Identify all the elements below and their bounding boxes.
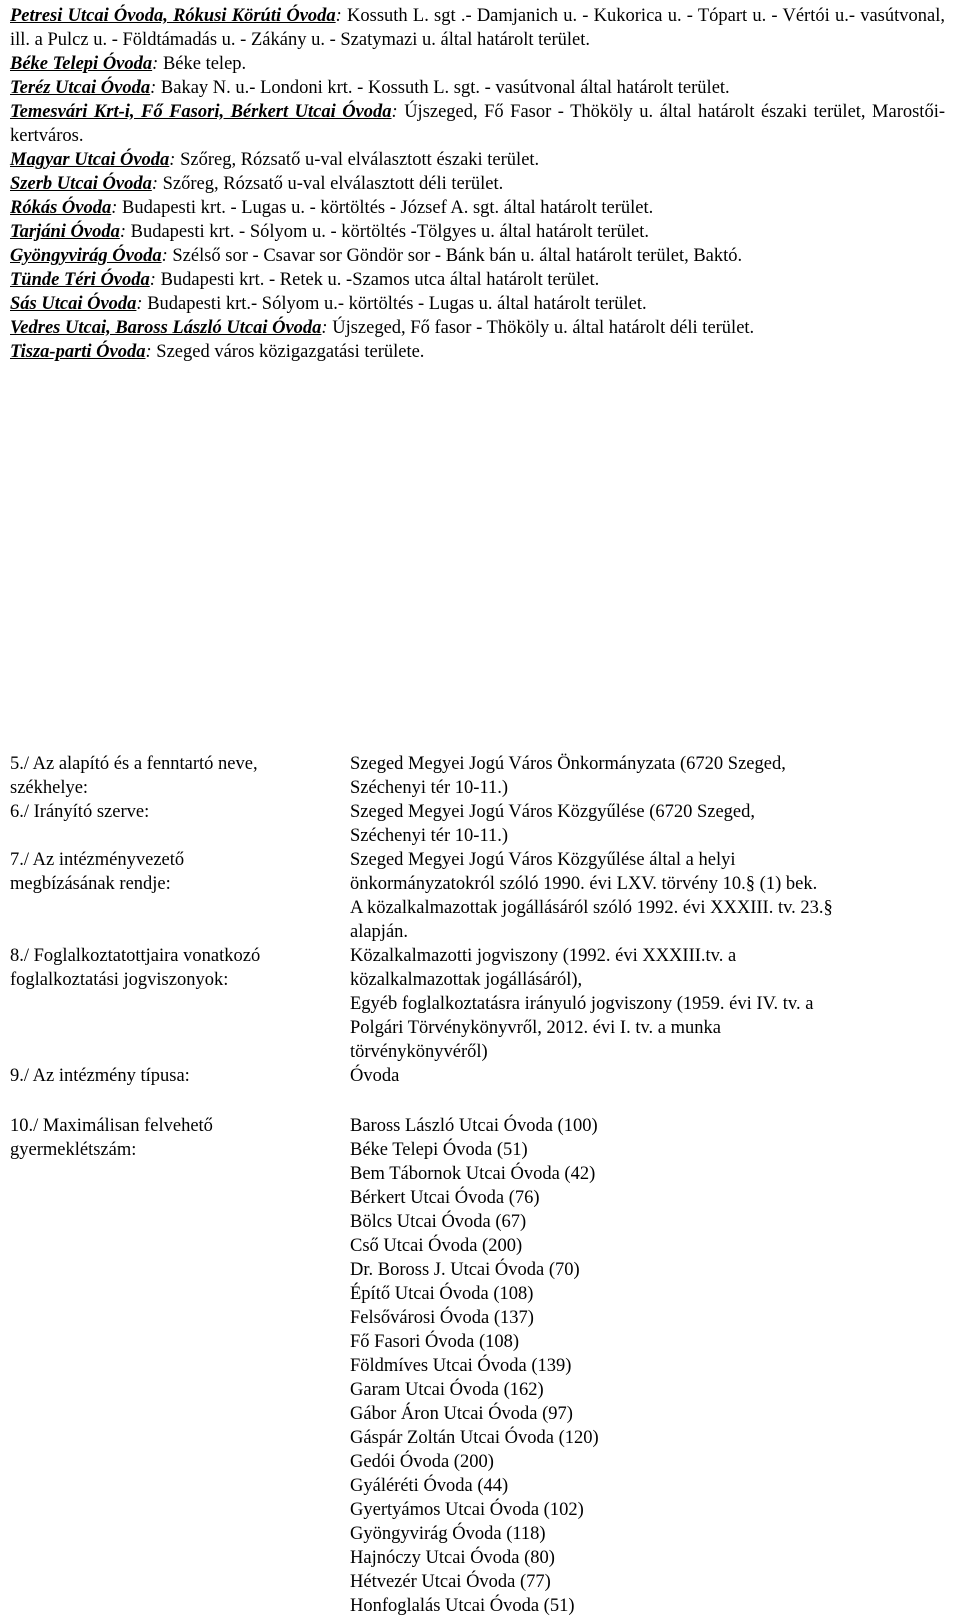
district-area: Kossuth L. sgt .- Damjanich u. - Kukorica u. - Tópart u. - Vértói u.- vasútvonal, ill. a Pulcz u. - Földtámadás u. - Zákány u. - Szatymazi u. által határolt terület. [10,6,945,50]
district-row [10,268,945,292]
district-area: Budapesti krt. - Retek u. -Szamos utca által határolt terület. [160,270,600,290]
district-area: Szőreg, Rózsatő u-val elválasztott déli terület. [162,174,504,194]
detail-value-line: A közalkalmazottak jogállásáról szóló 1992. évi XXXIII. tv. 23.§ [350,898,833,918]
district-row [10,196,945,220]
kindergarten-capacity-line: Fő Fasori Óvoda (108) [350,1332,520,1352]
detail-label-line: 10./ Maximálisan felvehető [10,1116,213,1136]
district-area: Budapesti krt. - Sólyom u. - körtöltés -Tölgyes u. által határolt terület. [130,222,650,242]
district-separator: : [136,294,148,314]
detail-label-line: 8./ Foglalkoztatottjaira vonatkozó [10,946,261,966]
detail-item [10,752,945,800]
kindergarten-capacity-line: Hajnóczy Utcai Óvoda (80) [350,1548,555,1568]
detail-value [350,944,945,1064]
institution-details [10,752,945,1618]
kindergarten-capacity-line: Baross László Utcai Óvoda (100) [350,1116,598,1136]
district-separator: : [119,222,131,242]
district-name: Magyar Utcai Óvoda [10,150,170,170]
district-name: Tisza-parti Óvoda [10,342,146,362]
district-area: Szélső sor - Csavar sor Göndör sor - Bánk bán u. által határolt terület, Baktó. [172,246,743,266]
detail-value-line: önkormányzatokról szóló 1990. évi LXV. törvény 10.§ (1) bek. [350,874,818,894]
detail-label [10,752,350,800]
kindergarten-capacity-line: Bem Tábornok Utcai Óvoda (42) [350,1164,596,1184]
detail-value-line: Közalkalmazotti jogviszony (1992. évi XXXIII.tv. a [350,946,737,966]
detail-item [10,800,945,848]
district-row [10,292,945,316]
kindergarten-capacity-line: Gyöngyvirág Óvoda (118) [350,1524,546,1544]
detail-label-line: 5./ Az alapító és a fenntartó neve, [10,754,258,774]
district-separator: : [145,342,157,362]
detail-item [10,1064,945,1088]
detail-value [350,800,945,848]
detail-label-line: foglalkoztatási jogviszonyok: [10,970,229,990]
district-row [10,244,945,268]
detail-label-line: székhelye: [10,778,89,798]
document-page [10,4,945,1616]
district-list [10,4,945,364]
kindergarten-capacity-line: Felsővárosi Óvoda (137) [350,1308,534,1328]
detail-value-line: Egyéb foglalkoztatásra irányuló jogviszony (1959. évi IV. tv. a [350,994,814,1014]
kindergarten-capacity-line: Gedói Óvoda (200) [350,1452,494,1472]
district-name: Tünde Téri Óvoda [10,270,150,290]
district-separator: : [391,102,405,122]
kindergarten-capacity-line: Dr. Boross J. Utcai Óvoda (70) [350,1260,580,1280]
detail-label-line: 6./ Irányító szerve: [10,802,150,822]
district-row [10,148,945,172]
kindergarten-capacity-line: Garam Utcai Óvoda (162) [350,1380,544,1400]
district-area: Budapesti krt. - Lugas u. - körtöltés - József A. sgt. által határolt terület. [122,198,654,218]
detail-item [10,1114,945,1618]
district-area: Bakay N. u.- Londoni krt. - Kossuth L. sgt. - vasútvonal által határolt terület. [160,78,730,98]
kindergarten-capacity-line: Földmíves Utcai Óvoda (139) [350,1356,572,1376]
district-area: Szőreg, Rózsatő u-val elválasztott északi terület. [180,150,540,170]
district-area: Újszeged, Fő Fasor - Thököly u. által határolt északi terület, Marostői-kertváros. [10,102,945,146]
district-row [10,172,945,196]
district-row [10,340,945,364]
kindergarten-capacity-line: Gáspár Zoltán Utcai Óvoda (120) [350,1428,599,1448]
kindergarten-capacity-line: Építő Utcai Óvoda (108) [350,1284,534,1304]
detail-value-line: alapján. [350,922,409,942]
district-separator: : [152,54,163,74]
detail-value-line: közalkalmazottak jogállásáról), [350,970,583,990]
detail-value [350,848,945,944]
kindergarten-capacity-line: Hétvezér Utcai Óvoda (77) [350,1572,551,1592]
detail-label [10,944,350,1064]
kindergarten-capacity-line: Bölcs Utcai Óvoda (67) [350,1212,527,1232]
kindergarten-capacity-line: Béke Telepi Óvoda (51) [350,1140,528,1160]
district-separator: : [151,174,163,194]
detail-label [10,1114,350,1618]
kindergarten-capacity [350,1114,945,1618]
district-name: Béke Telepi Óvoda [10,54,153,74]
district-separator: : [111,198,123,218]
district-name: Tarjáni Óvoda [10,222,120,242]
district-separator: : [169,150,181,170]
kindergarten-capacity-line: Gyáléréti Óvoda (44) [350,1476,509,1496]
district-name: Rókás Óvoda [10,198,112,218]
kindergarten-capacity-line: Gyertyámos Utcai Óvoda (102) [350,1500,584,1520]
detail-value-line: Polgári Törvénykönyvről, 2012. évi I. tv. a munka [350,1018,721,1038]
detail-value-line: Szeged Megyei Jogú Város Közgyűlése által a helyi [350,850,736,870]
section-gap [10,1088,945,1114]
district-name: Gyöngyvirág Óvoda [10,246,162,266]
detail-label-line: gyermeklétszám: [10,1140,137,1160]
detail-value-line: törvénykönyvéről) [350,1042,488,1062]
detail-label-line: 7./ Az intézményvezető [10,850,185,870]
detail-item [10,944,945,1064]
district-area: Budapesti krt.- Sólyom u.- körtöltés - Lugas u. által határolt terület. [147,294,647,314]
detail-label-line: megbízásának rendje: [10,874,171,894]
district-name: Szerb Utcai Óvoda [10,174,152,194]
district-separator: : [321,318,333,338]
district-area: Újszeged, Fő fasor - Thököly u. által határolt déli terület. [332,318,755,338]
district-name: Petresi Utcai Óvoda, Rókusi Körúti Óvoda [10,6,336,26]
district-name: Sás Utcai Óvoda [10,294,137,314]
kindergarten-capacity-line: Bérkert Utcai Óvoda (76) [350,1188,540,1208]
detail-value [350,1064,945,1088]
district-row [10,316,945,340]
district-row [10,76,945,100]
district-name: Teréz Utcai Óvoda [10,78,151,98]
district-row [10,52,945,76]
district-name: Vedres Utcai, Baross László Utcai Óvoda [10,318,322,338]
detail-label [10,800,350,848]
district-name: Temesvári Krt-i, Fő Fasori, Bérkert Utcai Óvoda [10,102,392,122]
district-row [10,220,945,244]
kindergarten-capacity-line: Gábor Áron Utcai Óvoda (97) [350,1404,573,1424]
kindergarten-capacity-line: Cső Utcai Óvoda (200) [350,1236,523,1256]
district-row [10,4,945,52]
detail-value-line: Szeged Megyei Jogú Város Önkormányzata (6720 Szeged, [350,754,786,774]
district-area: Szeged város közigazgatási területe. [156,342,425,362]
detail-label-line: 9./ Az intézmény típusa: [10,1066,190,1086]
district-separator: : [149,270,161,290]
detail-value-line: Széchenyi tér 10-11.) [350,826,509,846]
district-separator: : [150,78,161,98]
district-row [10,100,945,148]
district-area: Béke telep. [162,54,247,74]
detail-value [350,752,945,800]
district-separator: : [161,246,173,266]
detail-item [10,848,945,944]
detail-value-line: Széchenyi tér 10-11.) [350,778,509,798]
district-separator: : [335,6,348,26]
detail-value-line: Szeged Megyei Jogú Város Közgyűlése (6720 Szeged, [350,802,756,822]
detail-label [10,848,350,944]
detail-label [10,1064,350,1088]
kindergarten-capacity-line: Honfoglalás Utcai Óvoda (51) [350,1596,575,1616]
detail-value-line: Óvoda [350,1066,400,1086]
